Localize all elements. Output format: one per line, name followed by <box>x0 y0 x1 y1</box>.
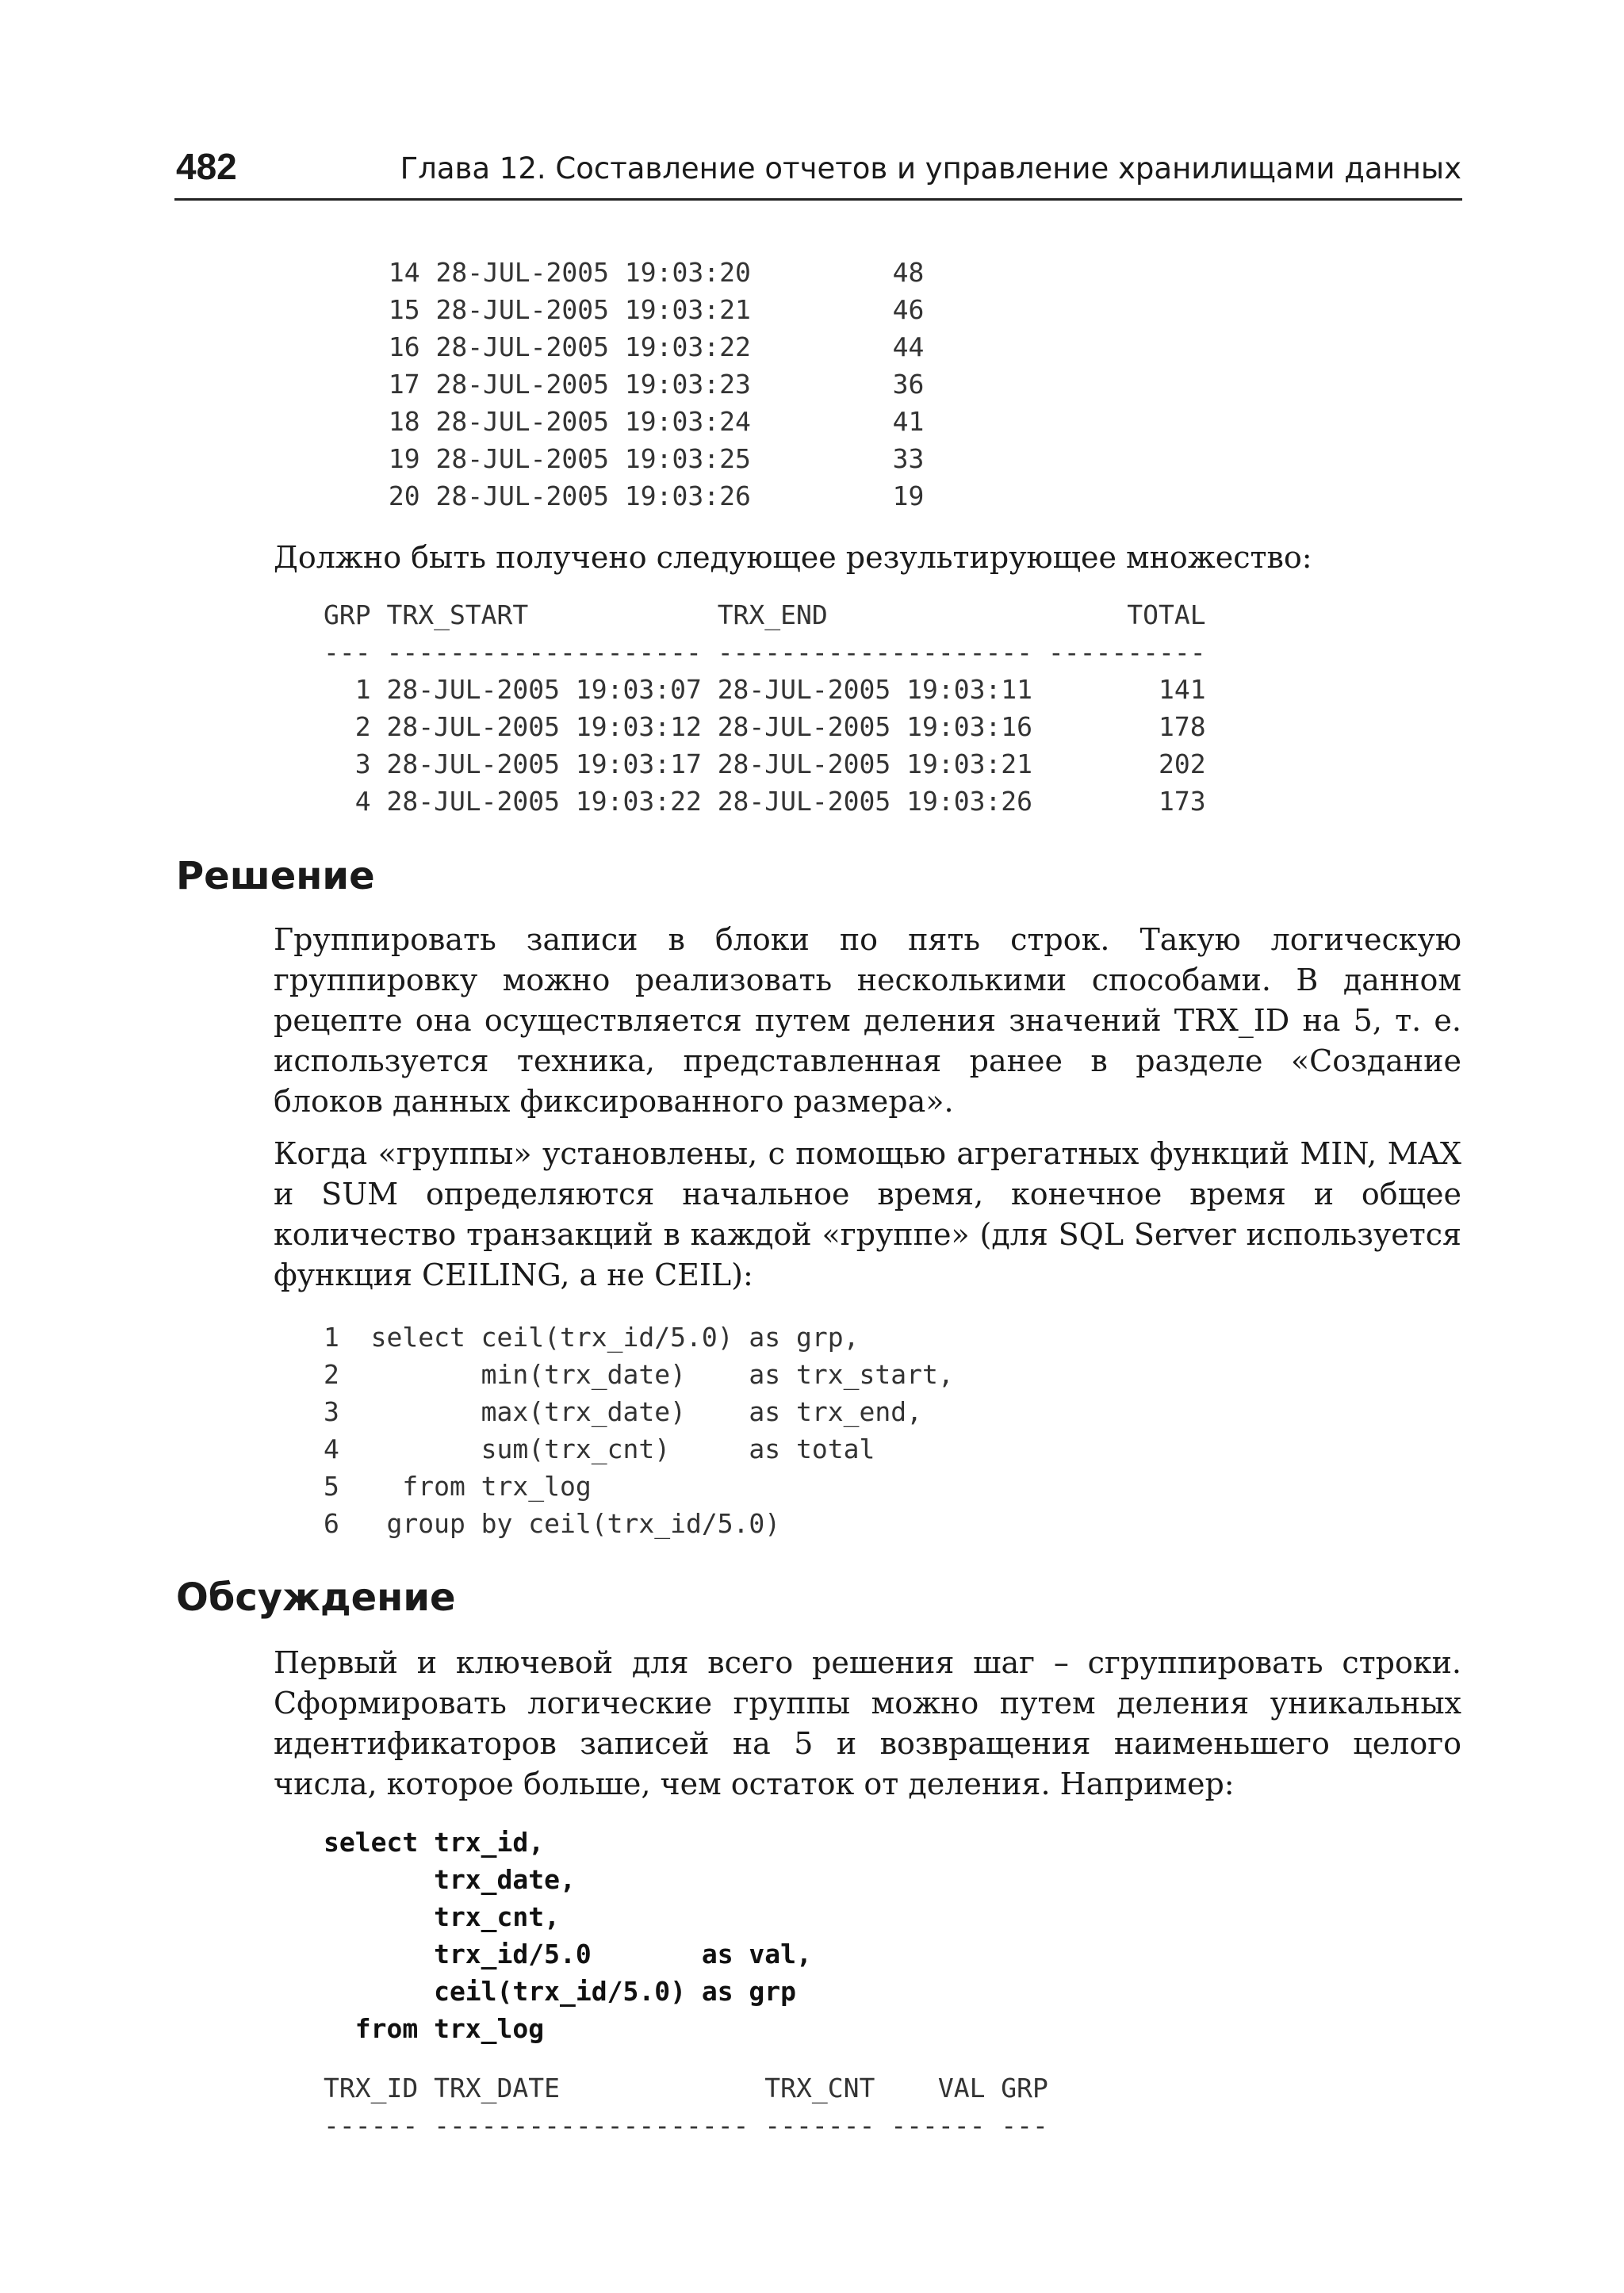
heading-solution: Решение <box>176 854 375 898</box>
code-discussion-header: TRX_ID TRX_DATE TRX_CNT VAL GRP ------ -------------------- ------- ------ --- <box>324 2073 1048 2141</box>
code-discussion-query: select trx_id, trx_date, trx_cnt, trx_id/5.0 as val, ceil(trx_id/5.0) as grp from trx_log <box>324 1827 812 2044</box>
para-solution-1: Группировать записи в блоки по пять строк. Такую логическую группировку можно реализовать несколькими способами. В данном рецепте она осуществляется путем деления значений TRX_ID на 5, т. е. используется техника, представленная ранее в разделе «Создание блоков данных фиксированного размера». <box>274 922 1461 1119</box>
header-divider <box>174 198 1462 201</box>
page-number: 482 <box>176 146 237 187</box>
para-result-intro: Должно быть получено следующее результирующее множество: <box>274 540 1312 575</box>
para-discussion-1: Первый и ключевой для всего решения шаг – сгруппировать строки. Сформировать логические группы можно путем деления уникальных идентификаторов записей на 5 и возвращения наименьшего целого числа, которое больше, чем остаток от деления. Например: <box>274 1645 1461 1801</box>
para-solution-2: Когда «группы» установлены, с помощью агрегатных функций MIN, MAX и SUM определяются начальное время, конечное время и общее количество транзакций в каждой «группе» (для SQL Server используется функция CEILING, а не CEIL): <box>274 1136 1461 1292</box>
code-solution-query: 1 select ceil(trx_id/5.0) as grp, 2 min(trx_date) as trx_start, 3 max(trx_date) as trx_end, 4 sum(trx_cnt) as total 5 from trx_log 6 group by ceil(trx_id/5.0) <box>324 1322 954 1539</box>
code-top-rows: 14 28-JUL-2005 19:03:20 48 15 28-JUL-2005 19:03:21 46 16 28-JUL-2005 19:03:22 44 17 28-JUL-2005 19:03:23 36 18 28-JUL-2005 19:03:24 41 19 28-JUL-2005 19:03:25 33 20 28-JUL-2005 19:03:26 19 <box>388 257 925 511</box>
chapter-title: Глава 12. Составление отчетов и управление хранилищами данных <box>400 151 1461 186</box>
code-result-set: GRP TRX_START TRX_END TOTAL --- -------------------- -------------------- ---------- 1 28-JUL-2005 19:03:07 28-JUL-2005 19:03:11 141 2 28-JUL-2005 19:03:12 28-JUL-2005 19:03:16 178 3 28-JUL-2005 19:03:17 28-JUL-2005 19:03:21 202 4 28-JUL-2005 19:03:22 28-JUL-2005 19:03:26 173 <box>324 599 1206 817</box>
heading-discussion: Обсуждение <box>176 1575 456 1620</box>
